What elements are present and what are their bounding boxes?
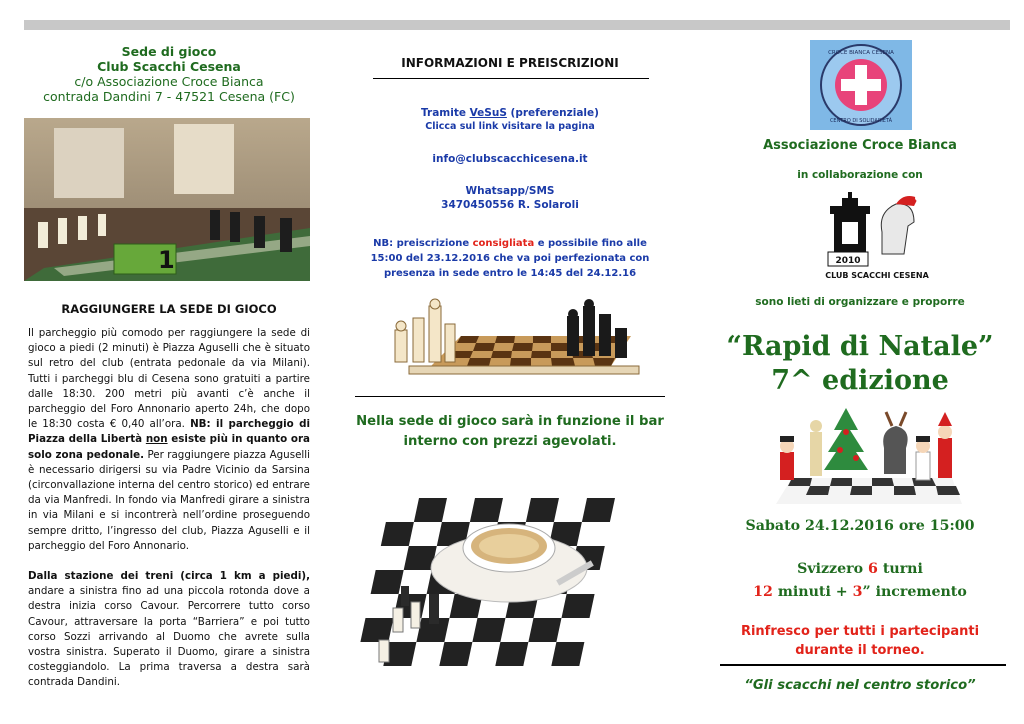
organize-text: sono lieti di organizzare e proporre [755, 296, 965, 308]
tournament-format [712, 558, 1008, 604]
whatsapp-label: Whatsapp/SMS [465, 185, 555, 197]
rounds-label: turni [877, 561, 923, 577]
parking-paragraph [28, 326, 310, 554]
bottom-divider [720, 664, 1006, 666]
refreshment-notice: Rinfresco per tutti i partecipanti durante il torneo. [740, 624, 980, 658]
parking-nb-underline: non [145, 433, 168, 446]
bar-notice: Nella sede di gioco sarà in funzione il bar interno con prezzi agevolati. [356, 414, 664, 449]
top-divider-bar [24, 20, 1010, 30]
directions-text [28, 326, 310, 706]
venue-club-name: Club Scacchi Cesena [97, 59, 241, 74]
venue-block [24, 44, 314, 104]
vesus-link[interactable]: VeSuS [469, 107, 507, 119]
vesus-block [355, 106, 665, 134]
whatsapp-number: 3470450556 R. Solaroli [441, 199, 579, 211]
time-increment: 3 [852, 584, 863, 600]
reach-heading: RAGGIUNGERE LA SEDE DI GIOCO [61, 302, 277, 316]
nb-text: e possibile fino alle 15:00 del 23.12.2016 che va poi perfezionata con presenza in sede entro le 14:45 del 24.12.16 [370, 238, 650, 279]
christmas-chess-illustration [766, 408, 962, 514]
tramite-label: Tramite [421, 107, 470, 119]
time-increment-label: ” incremento [862, 584, 967, 600]
logo-text-bottom: CENTRO DI SOLIDARIETÀ [829, 118, 893, 124]
info-heading: INFORMAZIONI E PREISCRIZIONI [401, 56, 619, 70]
nb-label: NB: preiscrizione [373, 238, 473, 249]
parking-nb-a: NB: il parcheggio di Piazza della Libertà [28, 418, 310, 446]
croce-bianca-logo [810, 40, 912, 130]
collaboration-text: in collaborazione con [797, 169, 923, 181]
station-heading: Dalla stazione dei treni (circa 1 km a piedi), [28, 570, 310, 583]
venue-line-1: Sede di gioco [121, 44, 217, 59]
preregistration-note [355, 236, 665, 281]
email-block [355, 152, 665, 166]
nb-highlight: consigliata [472, 238, 535, 249]
club-logo-year: 2010 [835, 256, 861, 266]
association-name: Associazione Croce Bianca [763, 138, 957, 153]
playing-hall-photo [24, 118, 310, 281]
parking-text: Il parcheggio più comodo per raggiungere la sede di gioco a piedi (2 minuti) è Piazza Aguselli che è situato sul retro del club (entrata pedonale da via Milani). Tutti i parcheggi blu di Cesena sono gratuiti a partire dalle 18:30. 200 metri più avanti c’è anche il parcheggio del Foro Annonario aperto 24h, che dopo le 18:30 costa € 0,40 all’ora. [28, 327, 310, 431]
table-number-tag: 1 [158, 246, 175, 274]
venue-line-3: c/o Associazione Croce Bianca [74, 74, 264, 89]
email-address[interactable]: info@clubscacchicesena.it [432, 153, 588, 165]
event-title [712, 330, 1008, 398]
time-minutes-label: minuti + [772, 584, 853, 600]
station-paragraph [28, 569, 310, 691]
parking-route-text: Per raggiungere piazza Aguselli è necessario dirigersi su via Padre Vicinio da Sarsina (circonvallazione interna del centro storico) ed entrare da via Manfredi. In fondo via Manfredi girare a sinistra in via Milani e si incontrerà nell’ordine proseguendo sempre dritto, l’ingresso del club, Piazza Aguselli e il parcheggio del Foro Annonario. [28, 448, 310, 552]
club-logo-name: CLUB SCACCHI CESENA [825, 271, 929, 280]
middle-divider [355, 396, 665, 397]
venue-address: contrada Dandini 7 - 47521 Cesena (FC) [43, 89, 295, 104]
tramite-suffix: (preferenziale) [506, 107, 599, 119]
info-divider [373, 78, 649, 79]
swiss-label: Svizzero [797, 561, 869, 577]
time-minutes: 12 [753, 584, 773, 600]
parking-nb-b: esiste più in quanto ora solo zona pedonale. [28, 433, 310, 461]
event-edition: 7^ edizione [771, 365, 949, 396]
click-hint: Clicca sul link visitare la pagina [425, 121, 595, 132]
whatsapp-block [355, 184, 665, 212]
motto: “Gli scacchi nel centro storico” [744, 678, 976, 693]
station-route-text: andare a sinistra fino ad una piccola rotonda dove a destra inizia corso Cavour. Percorrere tutto corso Cavour, attraversare la porta “Barriera” e poi tutto corso Sozzi arrivando al Duomo che avrete sulla vostra sinistra. Superato il Duomo, girare a sinistra costeggiandolo. La prima traversa a destra sarà contrada Dandini. [28, 585, 310, 689]
logo-text-top: CROCE BIANCA CESENA [828, 50, 894, 56]
event-date: Sabato 24.12.2016 ore 15:00 [745, 518, 975, 534]
coffee-chessboard-photo [359, 490, 657, 690]
chess-pieces-illustration [381, 296, 641, 382]
club-scacchi-logo [822, 192, 932, 282]
event-title-line1: “Rapid di Natale” [726, 331, 994, 362]
rounds-count: 6 [868, 561, 878, 577]
